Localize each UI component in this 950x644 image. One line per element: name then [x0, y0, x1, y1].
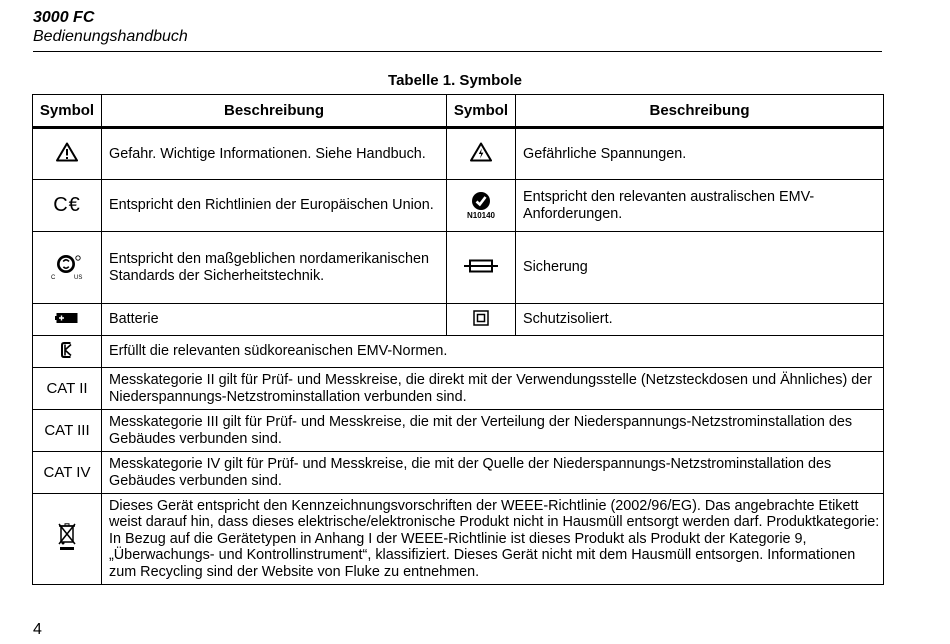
fuse-icon [463, 258, 499, 278]
description-cell: Schutzisoliert. [516, 304, 884, 336]
category-label: CAT II [33, 368, 102, 410]
symbol-cell [447, 180, 516, 232]
symbol-cell [33, 128, 102, 180]
symbol-table [32, 94, 884, 585]
table-row [33, 304, 884, 336]
description-cell: Entspricht den maßgeblichen nordamerikanischen Standards der Sicherheitstechnik. [102, 232, 447, 304]
category-label: CAT III [33, 410, 102, 452]
symbol-cell [447, 232, 516, 304]
battery-icon [55, 311, 79, 329]
high-voltage-icon [470, 142, 492, 166]
weee-bin-icon [57, 523, 77, 555]
csa-mark-icon [50, 252, 84, 284]
column-header-description: Beschreibung [102, 95, 447, 128]
column-header-symbol: Symbol [33, 95, 102, 128]
description-cell: Messkategorie IV gilt für Prüf- und Messkreise, die mit der Quelle der Niederspannungs-Netzstrominstallation des Gebäudes verbunden sind. [102, 452, 884, 494]
ce-mark-icon: C€ [53, 194, 81, 216]
warning-triangle-icon [56, 142, 78, 166]
column-header-description: Beschreibung [516, 95, 884, 128]
symbol-cell [33, 494, 102, 585]
symbol-cell [33, 180, 102, 232]
symbol-cell [447, 128, 516, 180]
column-header-symbol: Symbol [447, 95, 516, 128]
description-cell: Sicherung [516, 232, 884, 304]
symbol-cell [33, 232, 102, 304]
description-cell: Entspricht den relevanten australischen EMV-Anforderungen. [516, 180, 884, 232]
description-cell: Gefährliche Spannungen. [516, 128, 884, 180]
description-cell: Dieses Gerät entspricht den Kennzeichnungsvorschriften der WEEE-Richtlinie (2002/96/EG). Das angebrachte Etikett weist darauf hin, dass dieses elektrische/elektronische Produkt nicht in Hausmüll entsorgt werden darf. Produktkategorie: In Bezug auf die Gerätetypen in Anhang I der WEEE-Richtlinie ist dieses Produkt als Produkt der Kategorie 9, „Überwachungs- und Kontrollinstrument“, klassifiziert. Dieses Gerät nicht mit dem Hausmüll entsorgen. Informationen zum Recycling sind der Website von Fluke zu entnehmen. [102, 494, 884, 585]
page-number: 4 [33, 621, 42, 638]
table-caption: Tabelle 1. Symbole [388, 72, 522, 89]
c-tick-code: N10140 [466, 210, 496, 220]
description-cell: Gefahr. Wichtige Informationen. Siehe Handbuch. [102, 128, 447, 180]
symbol-cell [33, 304, 102, 336]
table-row [33, 410, 884, 452]
double-insulation-icon [473, 310, 489, 330]
symbol-cell [33, 336, 102, 368]
manual-subtitle: Bedienungshandbuch [33, 28, 188, 45]
document-header [33, 9, 188, 47]
svg-text:C: C [51, 274, 56, 280]
table-row [33, 128, 884, 180]
svg-text:US: US [74, 274, 83, 280]
category-label: CAT IV [33, 452, 102, 494]
kc-mark-icon [60, 341, 74, 363]
symbol-cell [447, 304, 516, 336]
description-cell: Batterie [102, 304, 447, 336]
table-row [33, 494, 884, 585]
product-title: 3000 FC [33, 9, 95, 26]
description-cell: Messkategorie III gilt für Prüf- und Messkreise, die mit der Verteilung der Niederspannungs-Netzstrominstallation des Gebäudes verbunden sind. [102, 410, 884, 452]
header-rule [33, 51, 882, 52]
table-row [33, 452, 884, 494]
description-cell: Entspricht den Richtlinien der Europäischen Union. [102, 180, 447, 232]
description-cell: Erfüllt die relevanten südkoreanischen EMV-Normen. [102, 336, 884, 368]
description-cell: Messkategorie II gilt für Prüf- und Messkreise, die direkt mit der Verwendungsstelle (Netzsteckdosen und Ähnliches) der Niederspannungs-Netzstrominstallation verbunden sind. [102, 368, 884, 410]
c-tick-icon [447, 191, 515, 211]
table-header-row [33, 95, 884, 128]
table-row [33, 232, 884, 304]
table-row [33, 336, 884, 368]
table-row [33, 368, 884, 410]
table-row [33, 180, 884, 232]
